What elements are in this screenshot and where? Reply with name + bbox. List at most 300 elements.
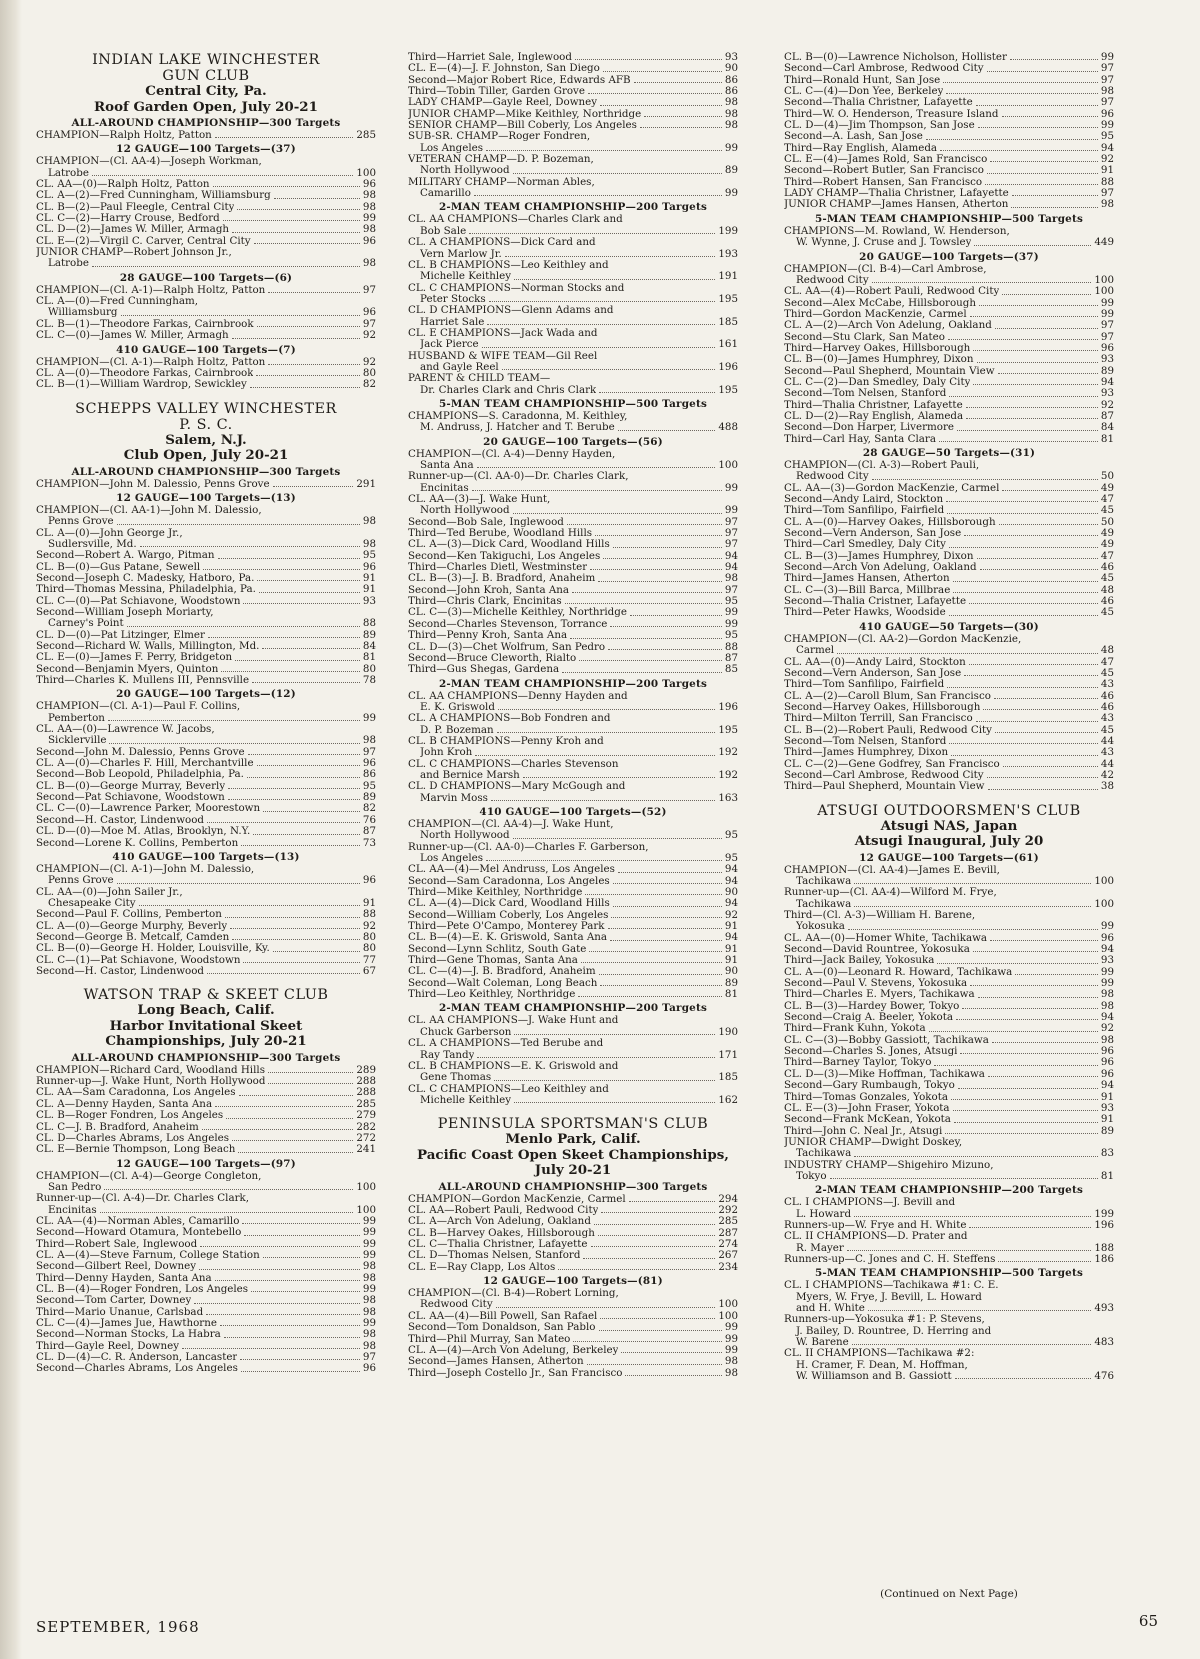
entry-text: Second—Arch Von Adelung, Oakland [784,562,977,574]
result-entry [36,815,376,826]
result-line: CHAMPION—(Cl. AA-4)—J. Wake Hunt, [408,818,614,830]
result-line: SUB-SR. CHAMP—Roger Fondren, [408,131,591,143]
entry-text: Third—Mike Keithley, Northridge [408,887,583,899]
result-entry [784,551,1114,562]
dot-leader [956,1012,1098,1020]
entry-score: 96 [362,307,376,319]
dot-leader [225,909,360,917]
dot-leader [953,573,1098,581]
entry-score: 94 [1100,376,1114,388]
entry-score: 279 [356,1110,376,1122]
dot-leader [953,585,1098,593]
result-entry [36,932,376,943]
entry-text: Second—Lynn Schlitz, South Gate [408,943,587,955]
dot-leader [625,1368,721,1376]
entry-score: 99 [1100,308,1114,320]
dot-leader [854,1209,1091,1217]
entry-text: North Hollywood [420,830,510,842]
result-line: CL. D CHAMPIONS—Glenn Adams and [408,305,614,317]
dot-leader [998,1254,1091,1262]
dot-leader [1012,188,1098,196]
dot-leader [477,460,716,468]
entry-text: JUNIOR CHAMP—Mike Keithley, Northridge [408,108,642,120]
entry-score: 91 [362,584,376,596]
result-entry [784,645,1114,656]
entry-score: 46 [1100,596,1114,608]
entry-score: 49 [1100,482,1114,494]
result-entry [784,725,1114,736]
entry-text: CL. E—(3)—John Fraser, Yokota [784,1102,950,1114]
result-entry [408,653,738,664]
entry-score: 88 [1100,176,1114,188]
dot-leader [644,109,722,117]
dot-leader [591,1239,716,1247]
dot-leader [573,1334,722,1342]
result-entry [36,1295,376,1306]
entry-score: 88 [724,641,738,653]
entry-text: CL. A—(3)—Dick Card, Woodland Hills [408,539,610,551]
entry-text: Third—Gordon MacKenzie, Carmel [784,308,967,320]
event-heading: Salem, N.J. [165,431,247,448]
entry-score: 199 [1094,1208,1114,1220]
entry-score: 100 [356,167,376,179]
dot-leader [109,735,359,743]
entry-score: 94 [1100,1012,1114,1024]
dot-leader [491,793,715,801]
result-entry [408,1095,738,1106]
dot-leader [469,226,715,234]
dot-leader [978,120,1098,128]
result-entry [408,725,738,736]
entry-score: 48 [1100,584,1114,596]
result-entry [784,1243,1114,1254]
club-name: P. S. C. [179,416,233,433]
result-entry [784,1303,1114,1314]
entry-score: 96 [362,1363,376,1375]
dot-leader [970,309,1098,317]
club-name: ATSUGI OUTDOORSMEN'S CLUB [817,802,1081,819]
entry-text: Sudlersville, Md. [48,538,137,550]
entry-score: 99 [362,1227,376,1239]
entry-score: 488 [718,422,738,434]
entry-score: 90 [724,63,738,75]
entry-score: 100 [356,1181,376,1193]
dot-leader [223,213,360,221]
dot-leader [960,1046,1097,1054]
entry-text: Second—Tom Carter, Downey [36,1295,192,1307]
entry-score: 196 [718,361,738,373]
entry-text: CL. C—(0)—James W. Miller, Armagh [36,330,229,342]
result-entry [36,130,376,141]
dot-leader [962,1001,1098,1009]
result-entry [36,1110,376,1121]
entry-score: 91 [1100,1114,1114,1126]
entry-text: Third—Pete O'Campo, Monterey Park [408,921,605,933]
entry-score: 97 [1100,97,1114,109]
entry-text: Michelle Keithley [420,1094,512,1106]
entry-text: Runner-up—J. Wake Hunt, North Hollywood [36,1076,266,1088]
entry-text: Yokosuka [796,921,845,933]
dot-leader [248,747,360,755]
result-entry [784,736,1114,747]
result-entry [408,702,738,713]
entry-score: 88 [362,909,376,921]
event-subheading: 5-MAN TEAM CHAMPIONSHIP—500 Targets [438,397,708,410]
result-line: CL. A CHAMPIONS—Dick Card and [408,237,596,249]
entry-text: CL. D—(0)—Moe M. Atlas, Brooklyn, N.Y. [36,826,251,838]
event-subheading: ALL-AROUND CHAMPIONSHIP—300 Targets [71,465,341,478]
dot-leader [977,551,1098,559]
entry-score: 82 [362,379,376,391]
result-entry [408,505,738,516]
entry-text: CL. A—(0)—Harvey Oakes, Hillsborough [784,516,996,528]
entry-text: Third—Thalia Christner, Lafayette [784,399,963,411]
result-entry [408,109,738,120]
result-entry [36,1261,376,1272]
result-entry [408,1262,738,1273]
result-line: JUNIOR CHAMP—Robert Johnson Jr., [36,247,232,259]
dot-leader [951,747,1098,755]
entry-score: 94 [724,562,738,574]
dot-leader [257,573,360,581]
result-entry [36,562,376,573]
event-subheading: 2-MAN TEAM CHAMPIONSHIP—200 Targets [438,677,708,690]
result-entry [784,199,1114,210]
entry-score: 94 [724,898,738,910]
dot-leader [998,366,1098,374]
entry-score: 96 [362,561,376,573]
dot-leader [939,434,1098,442]
entry-text: CL. E—(4)—James Rold, San Francisco [784,154,988,166]
entry-text: Second—Don Harper, Livermore [784,422,954,434]
dot-leader [976,713,1098,721]
entry-score: 99 [362,1318,376,1329]
entry-score: 96 [1100,108,1114,120]
dot-leader [947,679,1098,687]
result-entry [408,853,738,864]
entry-score: 96 [362,179,376,191]
event-subheading: 28 GAUGE—50 Targets—(31) [862,447,1036,459]
result-entry [784,1092,1114,1103]
dot-leader [830,1171,1098,1179]
entry-text: M. Andruss, J. Hatcher and T. Berube [420,422,615,434]
result-entry [36,758,376,769]
dot-leader [969,1220,1091,1228]
entry-score: 95 [362,550,376,562]
entry-text: CL. B—(1)—Theodore Farkas, Cairnbrook [36,318,254,330]
entry-text: Encinitas [48,1204,97,1216]
dot-leader [847,1243,1092,1251]
dot-leader [489,294,716,302]
entry-score: 185 [718,316,738,328]
dot-leader [988,781,1098,789]
entry-text: Third—Chris Clark, Encinitas [408,596,562,608]
entry-text: CL. E—Ray Clapp, Los Altos [408,1261,556,1273]
entry-score: 98 [1100,86,1114,98]
entry-score: 81 [724,989,738,1001]
result-entry [408,1239,738,1250]
result-entry [784,505,1114,516]
entry-text: CL. D—(4)—C. R. Anderson, Lancaster [36,1352,238,1364]
dot-leader [929,1023,1098,1031]
dot-leader [630,607,722,615]
event-heading: Atsugi NAS, Japan [880,817,1018,834]
entry-text: CL. C—(0)—Pat Schiavone, Woodstown [36,595,241,607]
entry-text: Second—David Rountree, Yokosuka [784,944,970,956]
entry-text: CL. C—(3)—Bobby Gassiott, Tachikawa [784,1034,989,1046]
entry-score: 94 [724,550,738,562]
entry-score: 163 [718,792,738,804]
dot-leader [977,354,1098,362]
entry-score: 67 [362,965,376,977]
dot-leader [852,1337,1092,1345]
entry-text: Second—William Coberly, Los Angeles [408,909,609,921]
entry-score: 188 [1094,1242,1114,1254]
entry-score: 98 [724,120,738,132]
entry-text: Runners-up—C. Jones and C. H. Steffens [784,1253,996,1265]
entry-text: Second—Bob Sale, Inglewood [408,516,564,528]
entry-score: 99 [724,505,738,517]
result-entry [408,271,738,282]
entry-text: Pemberton [48,712,105,724]
entry-score: 98 [362,1306,376,1318]
dot-leader [595,528,722,536]
entry-score: 294 [718,1193,738,1205]
entry-score: 287 [718,1227,738,1239]
result-line: H. Cramer, F. Dean, M. Hoffman, [796,1359,968,1371]
result-entry [784,471,1114,482]
entry-text: Second—Tom Donaldson, San Pablo [408,1322,596,1334]
dot-leader [837,645,1098,653]
entry-score: 292 [718,1205,738,1217]
entry-score: 94 [724,875,738,887]
dot-leader [608,921,722,929]
entry-text: Marvin Moss [420,792,488,804]
dot-leader [926,131,1098,139]
entry-text: Third—Milton Terrill, San Francisco [784,713,973,725]
entry-score: 86 [724,86,738,98]
event-heading: Pacific Coast Open Skeet Championships, [417,1146,729,1163]
result-entry [408,1356,738,1367]
entry-text: CL. B—(4)—E. K. Griswold, Santa Ana [408,932,608,944]
entry-score: 98 [724,1367,738,1379]
result-entry [408,747,738,758]
dot-leader [987,770,1098,778]
dot-leader [610,619,722,627]
entry-score: 45 [1100,667,1114,679]
entry-score: 43 [1100,679,1114,691]
entry-text: Second—Gary Rumbaugh, Tokyo [784,1080,955,1092]
dot-leader [872,275,1092,283]
entry-score: 96 [1100,1057,1114,1069]
result-entry [784,528,1114,539]
entry-score: 98 [362,1272,376,1284]
dot-leader [599,1322,722,1330]
result-entry [784,573,1114,584]
entry-text: Second—Ken Takiguchi, Los Angeles [408,550,601,562]
dot-leader [254,236,360,244]
result-entry [784,562,1114,573]
entry-text: Tachikawa [796,875,852,887]
entry-text: R. Mayer [796,1242,844,1254]
entry-text: CL. D—(0)—Pat Litzinger, Elmer [36,629,205,641]
result-entry [36,330,376,341]
entry-score: 92 [1100,1023,1114,1035]
entry-text: CL. A—(0)—George Murphy, Beverly [36,920,228,932]
dot-leader [472,483,722,491]
entry-text: Second—A. Lash, San Jose [784,131,923,143]
dot-leader [514,1095,715,1103]
result-line: Myers, W. Frye, J. Bevill, L. Howard [796,1291,982,1303]
dot-leader [475,747,715,755]
result-line: CHAMPIONS—M. Rowland, W. Henderson, [784,225,1010,237]
result-entry [408,1194,738,1205]
dot-leader [987,165,1098,173]
result-line: CL. B CHAMPIONS—E. K. Griswold and [408,1060,619,1072]
result-entry [408,249,738,260]
result-line: CHAMPION—(Cl. A-3)—Robert Pauli, [784,460,980,471]
entry-text: Second—Stu Clark, San Mateo [784,331,945,343]
result-line: CL. A—(0)—Fred Cunningham, [36,296,198,308]
entry-score: 89 [1100,1125,1114,1137]
result-entry [784,770,1114,781]
result-entry [784,388,1114,399]
dot-leader [943,75,1098,83]
entry-text: Third—Phil Murray, San Mateo [408,1333,571,1345]
entry-score: 449 [1094,237,1114,249]
result-entry [408,876,738,887]
entry-text: CL. B—(3)—J. B. Bradford, Anaheim [408,573,596,585]
result-entry [784,1103,1114,1114]
result-entry [36,1144,376,1155]
entry-score: 95 [1100,131,1114,143]
result-entry [408,642,738,653]
event-subheading: 5-MAN TEAM CHAMPIONSHIP—500 Targets [814,212,1084,225]
entry-text: Dr. Charles Clark and Chris Clark [420,384,597,396]
result-entry [408,1216,738,1227]
entry-score: 99 [724,1333,738,1345]
dot-leader [613,539,722,547]
entry-text: Jack Pierce [420,339,479,351]
entry-score: 94 [724,932,738,944]
dot-leader [242,1216,359,1224]
dot-leader [241,838,360,846]
dot-leader [494,1072,715,1080]
dot-leader [618,864,722,872]
entry-text: Third—Charles E. Myers, Tachikawa [784,989,975,1001]
dot-leader [117,875,360,883]
dot-leader [241,1363,360,1371]
entry-text: Third—John C. Neal Jr., Atsugi [784,1125,943,1137]
entry-text: Second—Benjamin Myers, Quinton [36,663,219,675]
result-entry [36,357,376,368]
dot-leader [235,652,360,660]
entry-text: SENIOR CHAMP—Bill Coberly, Los Angeles [408,120,637,132]
result-line: CL. II CHAMPIONS—D. Prater and [784,1231,968,1243]
entry-score: 49 [1100,539,1114,551]
dot-leader [613,898,722,906]
entry-score: 99 [362,712,376,724]
dot-leader [589,944,722,952]
result-entry [784,309,1114,320]
result-entry [36,1363,376,1374]
dot-leader [983,702,1098,710]
entry-score: 99 [724,482,738,494]
entry-text: CL. AA—(0)—Ralph Holtz, Patton [36,179,210,191]
entry-score: 92 [1100,154,1114,166]
dot-leader [970,978,1098,986]
result-entry [36,1122,376,1133]
result-entry [784,539,1114,550]
entry-text: Second—Paul V. Stevens, Yokosuka [784,978,968,990]
event-heading: Menlo Park, Calif. [505,1131,641,1148]
entry-text: Third—Leo Keithley, Northridge [408,989,576,1001]
result-entry [36,1216,376,1227]
result-line: Runner-up—(Cl. A-4)—Dr. Charles Clark, [36,1193,250,1205]
entry-score: 49 [1100,528,1114,540]
dot-leader [949,539,1098,547]
result-entry [784,1171,1114,1182]
dot-leader [268,1065,353,1073]
result-entry [408,1205,738,1216]
dot-leader [121,307,360,315]
entry-score: 93 [1100,1102,1114,1114]
dot-leader [949,607,1098,615]
result-entry [36,875,376,886]
result-entry [784,494,1114,505]
dot-leader [588,86,722,94]
result-entry [408,188,738,199]
entry-score: 94 [1100,944,1114,956]
entry-score: 82 [362,803,376,815]
entry-score: 98 [362,735,376,747]
dot-leader [590,562,722,570]
entry-score: 96 [1100,1068,1114,1080]
entry-text: Second—John M. Dalessio, Penns Grove [36,746,245,758]
result-entry [784,1126,1114,1137]
entry-score: 274 [718,1239,738,1251]
entry-text: CL. D—(3)—Chet Wolfrum, San Pedro [408,641,606,653]
event-subheading: 410 GAUGE—100 Targets—(7) [116,343,296,356]
dot-leader [127,618,360,626]
dot-leader [567,517,722,525]
result-entry [408,317,738,328]
entry-text: CL. A—(4)—Dick Card, Woodland Hills [408,898,610,910]
entry-score: 100 [718,1299,738,1311]
entry-score: 92 [362,356,376,368]
entry-text: Third—Thomas Messina, Philadelphia, Pa. [36,584,256,596]
entry-score: 45 [1100,505,1114,517]
entry-score: 285 [356,130,376,141]
entry-score: 45 [1100,573,1114,585]
entry-text: Second—Gilbert Reel, Downey [36,1261,197,1273]
entry-score: 93 [362,595,376,607]
dot-leader [562,664,722,672]
dot-leader [273,479,354,487]
dot-leader [486,143,722,151]
entry-text: and Gayle Reel [420,361,499,373]
entry-text: Gene Thomas [420,1072,492,1084]
entry-score: 99 [1100,297,1114,309]
entry-text: CL. C—(2)—Dan Smedley, Daly City [784,376,971,388]
result-entry [36,1284,376,1295]
dot-leader [268,1076,353,1084]
result-entry [36,955,376,966]
result-line: CL. D CHAMPIONS—Mary McGough and [408,781,626,793]
dot-leader [199,1261,360,1269]
dot-leader [949,388,1098,396]
dot-leader [978,989,1098,997]
